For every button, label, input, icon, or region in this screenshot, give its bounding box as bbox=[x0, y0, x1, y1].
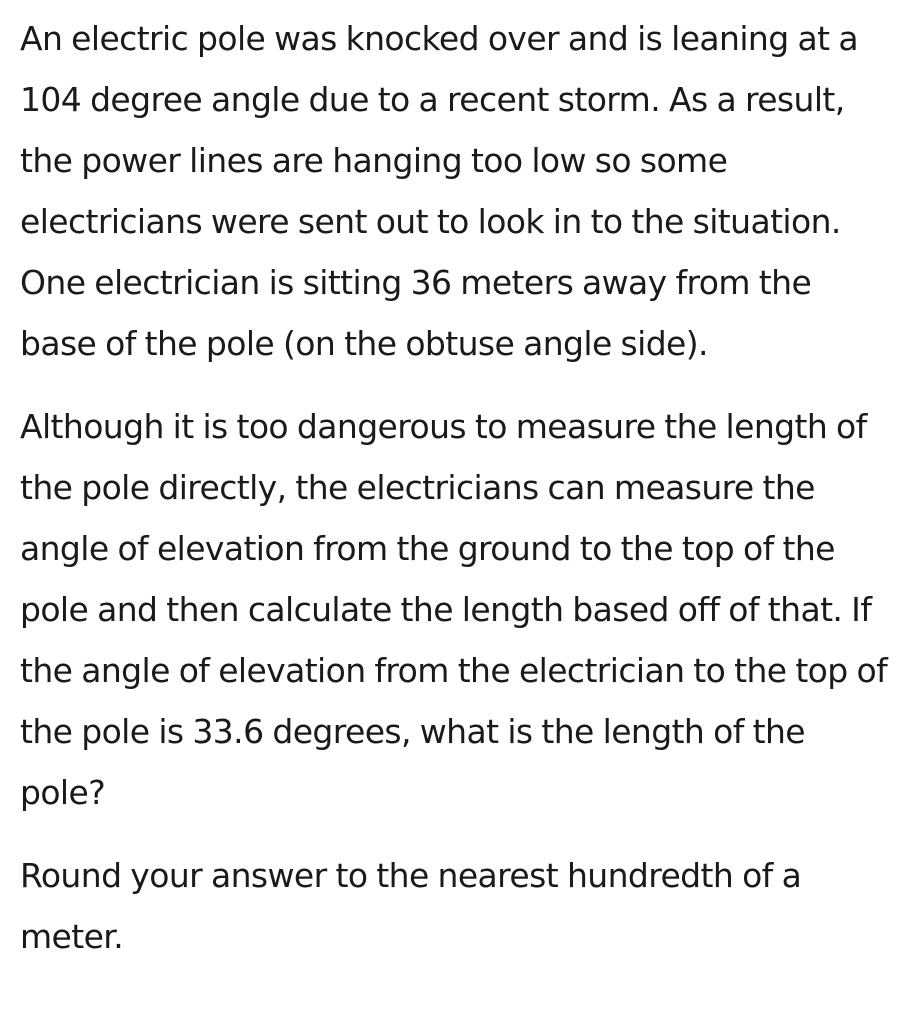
problem-paragraph-question: Although it is too dangerous to measure the length of the pole directly, the electricians can measure the angle of elevation from the ground to the top of the pole and then calculate the length based off of that. If the angle of elevation from the electrician to the top of the pole is 33.6 degrees, what is the length of the pole? bbox=[20, 407, 888, 812]
problem-text bbox=[20, 8, 896, 967]
problem-paragraph-scenario: An electric pole was knocked over and is leaning at a 104 degree angle due to a recent storm. As a result, the power lines are hanging too low so some electricians were sent out to look in to the situation. One electrician is sitting 36 meters away from the base of the pole (on the obtuse angle side). bbox=[20, 19, 858, 363]
problem-paragraph-instruction: Round your answer to the nearest hundredth of a meter. bbox=[20, 856, 802, 956]
